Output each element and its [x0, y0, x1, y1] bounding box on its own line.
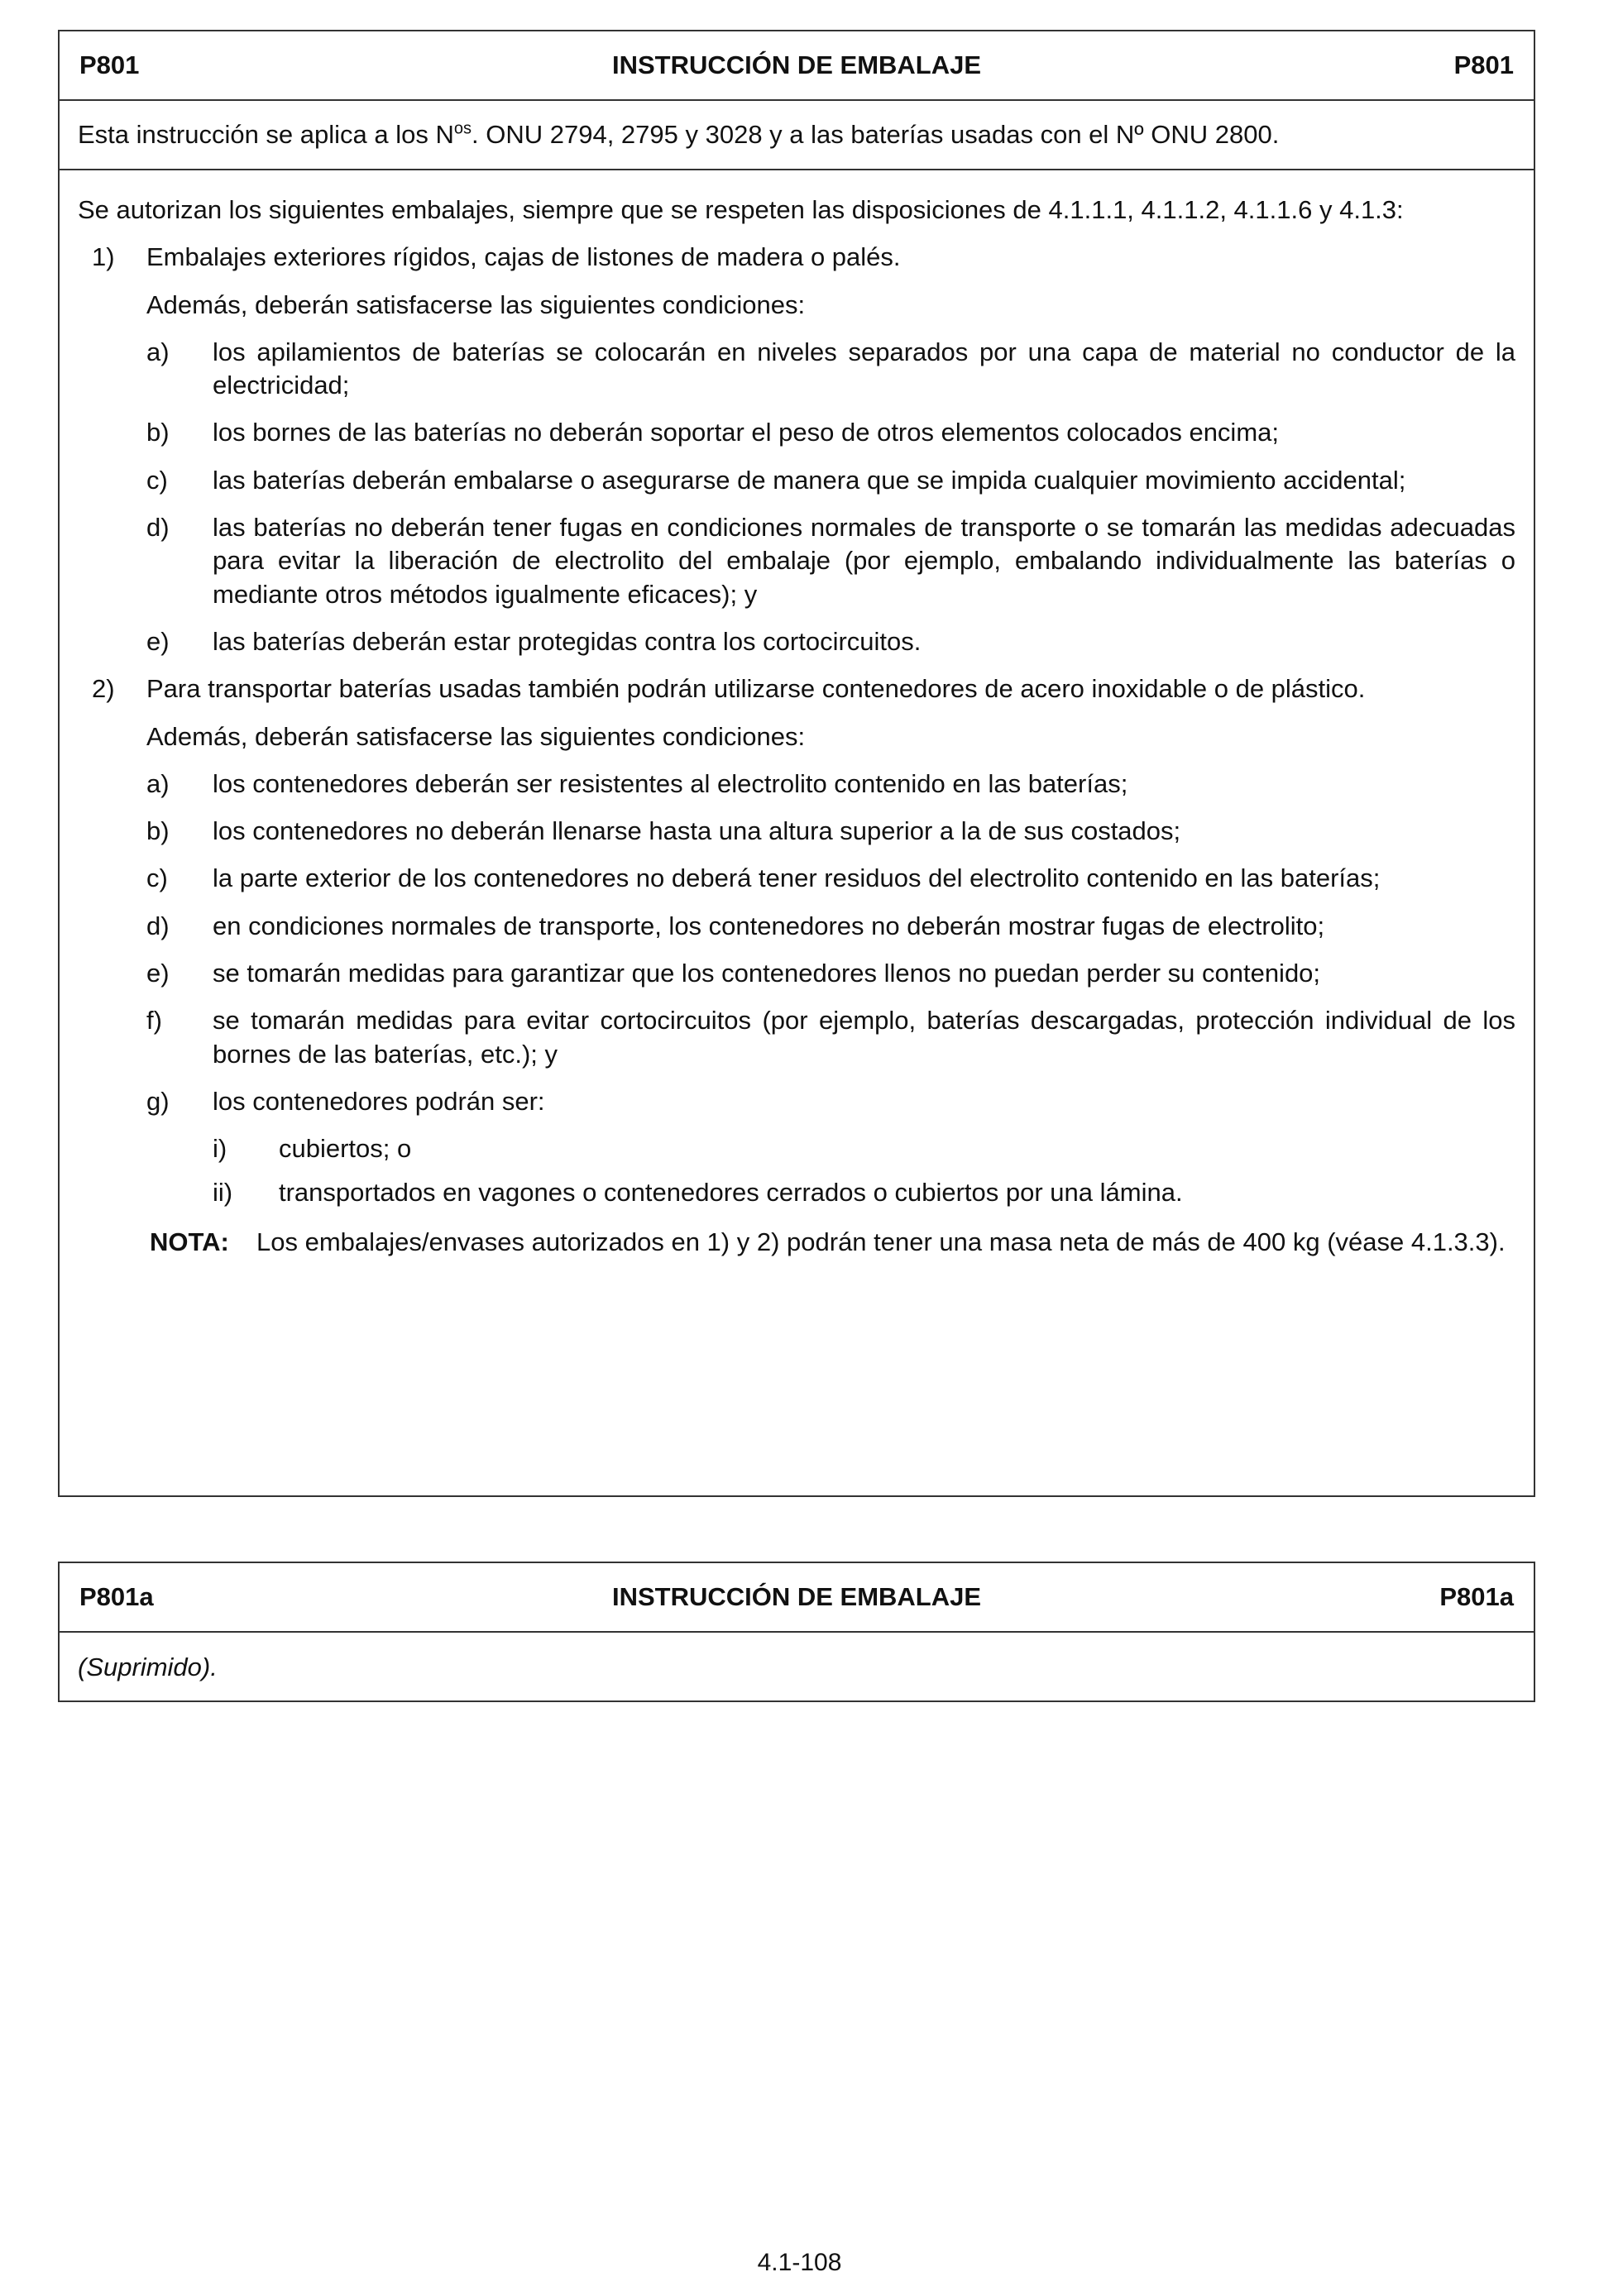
page-number: 4.1-108	[757, 2249, 842, 2276]
deleted-text: (Suprimido).	[78, 1652, 218, 1681]
list-item: c) la parte exterior de los contenedores no deberá tener residuos del electrolito contenido en las baterías;	[146, 863, 1381, 893]
instruction-code-left: P801a	[79, 1581, 154, 1611]
instruction-body	[60, 170, 1534, 1259]
section-2	[78, 672, 1515, 706]
sub-list-item: ii) transportados en vagones o contenedores cerrados o cubiertos por una lámina.	[213, 1177, 1183, 1207]
note-text: Los embalajes/envases autorizados en 1) y 2) podrán tener una masa neta de más de 400 kg (véase 4.1.3.3).	[256, 1227, 1506, 1256]
list-item: b) los contenedores no deberán llenarse hasta una altura superior a la de sus costados;	[146, 816, 1181, 846]
list-item: d) las baterías no deberán tener fugas en condiciones normales de transporte o se tomarán las medidas adecuadas para evitar la liberación de electrolito del embalaje (por ejemplo, embalando individualmente las baterías o mediante otros métodos igualmente eficaces); y	[146, 513, 1515, 609]
list-item: b) los bornes de las baterías no deberán soportar el peso de otros elementos colocados encima;	[146, 418, 1279, 447]
list-item: e) las baterías deberán estar protegidas contra los cortocircuitos.	[146, 626, 922, 656]
list-item: c) las baterías deberán embalarse o asegurarse de manera que se impida cualquier movimiento accidental;	[146, 465, 1406, 495]
applies-to-row	[60, 101, 1534, 170]
packing-instruction-p801a	[58, 1562, 1535, 1702]
instruction-header	[60, 1563, 1534, 1633]
list-item: e) se tomarán medidas para garantizar que los contenedores llenos no puedan perder su contenido;	[146, 959, 1321, 988]
conditions-intro: Además, deberán satisfacerse las siguientes condiciones:	[146, 289, 806, 319]
instruction-title: INSTRUCCIÓN DE EMBALAJE	[611, 1581, 982, 1611]
section-label: 1)	[92, 242, 115, 272]
list-item: a) los contenedores deberán ser resistentes al electrolito contenido en las baterías;	[146, 768, 1128, 798]
section-text: Para transportar baterías usadas también podrán utilizarse contenedores de acero inoxidable o de plástico.	[146, 674, 1366, 704]
list-item: d) en condiciones normales de transporte, los contenedores no deberán mostrar fugas de electrolito;	[146, 911, 1325, 940]
list-item: g) los contenedores podrán ser:	[146, 1086, 545, 1116]
applies-to-text: Esta instrucción se aplica a los $N^{os}$. ONU 2794, 2795 y 3028 y a las baterías usadas con el Nº ONU 2800.	[78, 119, 1280, 149]
instruction-code-right: P801a	[1439, 1581, 1514, 1611]
section-1	[78, 241, 1515, 274]
list-item: f) se tomarán medidas para evitar cortocircuitos (por ejemplo, baterías descargadas, protección individual de los bornes de las baterías, etc.); y	[146, 1006, 1515, 1069]
list-item: a) los apilamientos de baterías se colocarán en niveles separados por una capa de material no conductor de la electricidad;	[146, 337, 1515, 400]
section-text: Embalajes exteriores rígidos, cajas de listones de madera o palés.	[146, 242, 901, 272]
packing-instruction-p801	[58, 30, 1535, 1497]
sub-list-item: i) cubiertos; o	[213, 1134, 412, 1164]
intro-paragraph: Se autorizan los siguientes embalajes, siempre que se respeten las disposiciones de 4.1.1.1, 4.1.1.2, 4.1.1.6 y 4.1.3:	[78, 195, 1404, 224]
section-label: 2)	[92, 674, 115, 704]
instruction-code-left: P801	[79, 50, 140, 79]
instruction-header	[60, 31, 1534, 101]
note-label: NOTA:	[150, 1227, 229, 1256]
note	[78, 1226, 1515, 1259]
conditions-intro: Además, deberán satisfacerse las siguientes condiciones:	[146, 721, 806, 751]
instruction-title: INSTRUCCIÓN DE EMBALAJE	[611, 50, 982, 79]
instruction-code-right: P801	[1453, 50, 1514, 79]
